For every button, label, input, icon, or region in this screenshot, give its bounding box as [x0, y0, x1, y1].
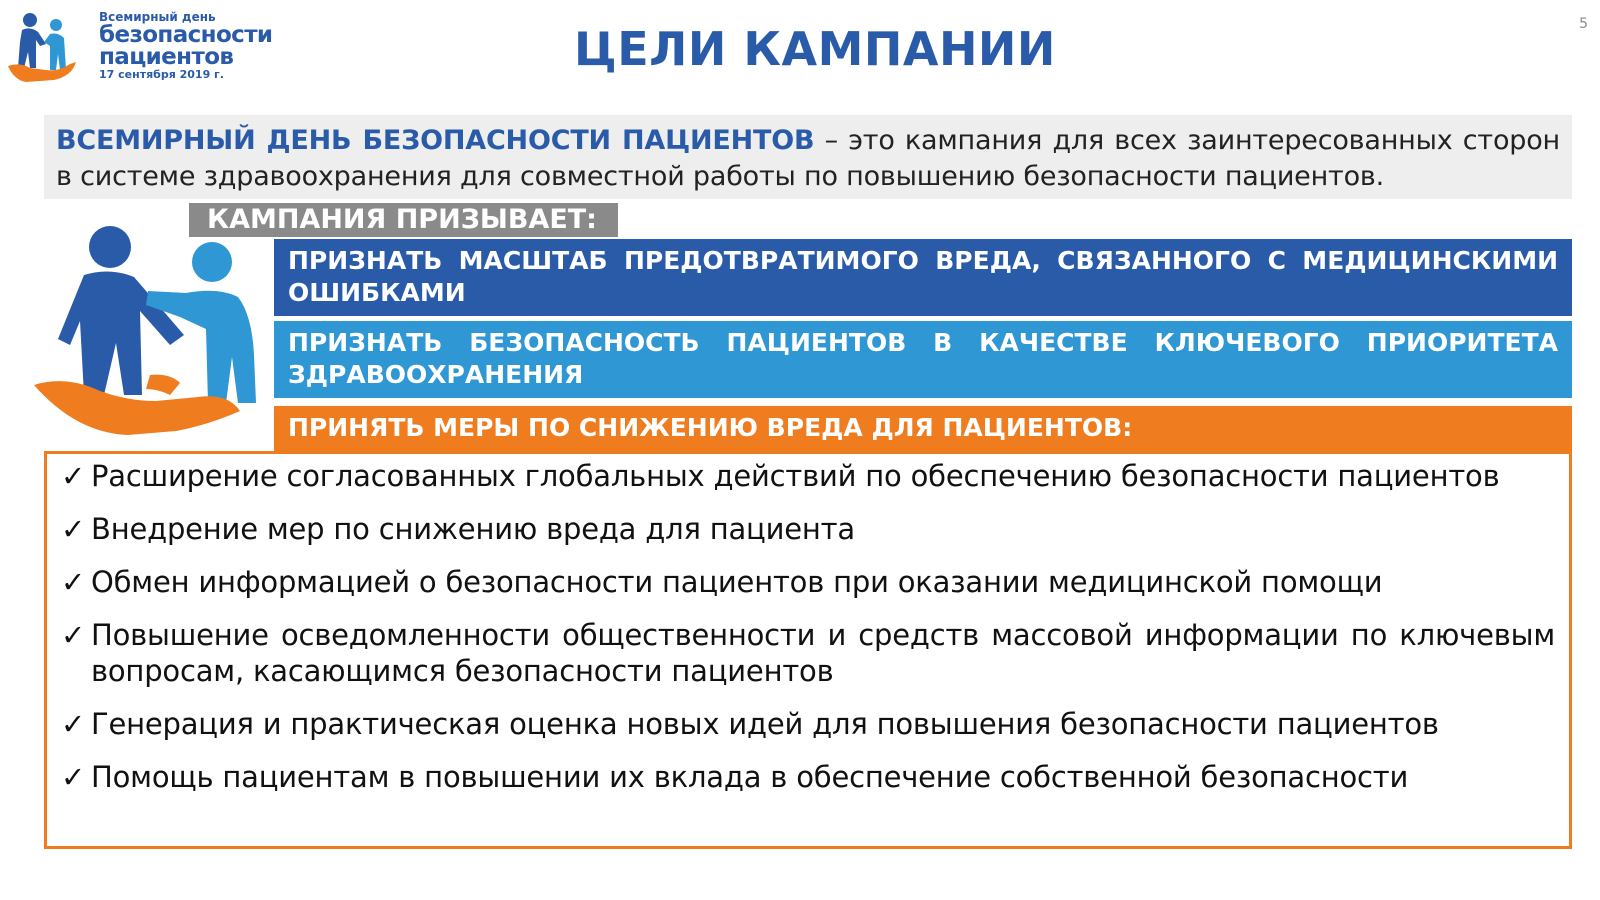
checkmark-icon: ✓: [61, 459, 86, 493]
measures-list: [61, 458, 1555, 812]
logo-line-3: пациентов: [99, 44, 234, 70]
list-item-text: Генерация и практическая оценка новых идей для повышения безопасности пациентов: [91, 707, 1439, 741]
helping-hand-people-icon: [30, 225, 270, 450]
list-item-text: Внедрение мер по снижению вреда для пациента: [91, 512, 855, 546]
list-item: [61, 511, 1555, 547]
logo-line-2: безопасности: [99, 22, 273, 48]
page-title: ЦЕЛИ КАМПАНИИ: [574, 22, 1056, 76]
measures-list-box: [44, 451, 1572, 849]
checkmark-icon: ✓: [61, 760, 86, 794]
page-number: 5: [1579, 16, 1588, 32]
goal-bar-take-measures: ПРИНЯТЬ МЕРЫ ПО СНИЖЕНИЮ ВРЕДА ДЛЯ ПАЦИЕНТОВ:: [274, 406, 1572, 451]
list-item: [61, 759, 1555, 795]
checkmark-icon: ✓: [61, 707, 86, 741]
checkmark-icon: ✓: [61, 565, 86, 599]
list-item-text: Расширение согласованных глобальных действий по обеспечению безопасности пациентов: [91, 459, 1500, 493]
checkmark-icon: ✓: [61, 512, 86, 546]
intro-bold-text: ВСЕМИРНЫЙ ДЕНЬ БЕЗОПАСНОСТИ ПАЦИЕНТОВ: [56, 125, 815, 156]
logo-date: 17 сентября 2019 г.: [99, 68, 224, 81]
goal-bar-priority: ПРИЗНАТЬ БЕЗОПАСНОСТЬ ПАЦИЕНТОВ В КАЧЕСТВЕ КЛЮЧЕВОГО ПРИОРИТЕТА ЗДРАВООХРАНЕНИЯ: [274, 321, 1572, 398]
list-item: [61, 458, 1555, 494]
list-item: [61, 564, 1555, 600]
checkmark-icon: ✓: [61, 618, 86, 652]
logo-line-1: Всемирный день: [99, 10, 216, 24]
list-item-text: Помощь пациентам в повышении их вклада в обеспечение собственной безопасности: [91, 760, 1409, 794]
list-item-text: Повышение осведомленности общественности и средств массовой информации по ключевым вопросам, касающимся безопасности пациентов: [91, 618, 1555, 688]
intro-text: – это кампания для всех заинтересованных сторон в системе здравоохранения для совместной работы по повышению безопасности пациентов.: [56, 125, 1560, 192]
list-item-text: Обмен информацией о безопасности пациентов при оказании медицинской помощи: [91, 565, 1383, 599]
intro-box: [44, 115, 1572, 199]
list-item: [61, 617, 1555, 689]
list-item: [61, 706, 1555, 742]
people-illustration: [30, 225, 270, 454]
call-label: КАМПАНИЯ ПРИЗЫВАЕТ:: [189, 203, 618, 237]
goal-bar-recognize-harm: ПРИЗНАТЬ МАСШТАБ ПРЕДОТВРАТИМОГО ВРЕДА, СВЯЗАННОГО С МЕДИЦИНСКИМИ ОШИБКАМИ: [274, 239, 1572, 316]
